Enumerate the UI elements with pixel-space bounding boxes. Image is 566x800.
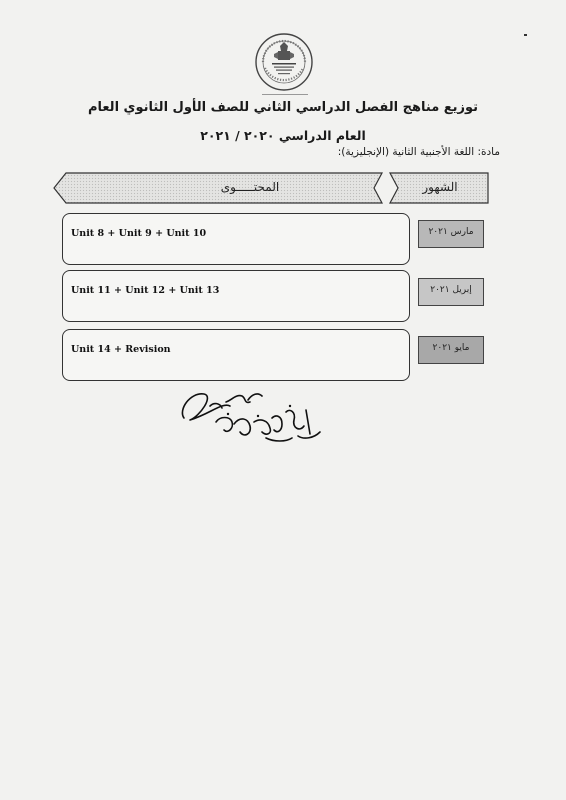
month-cell (418, 278, 484, 306)
ministry-seal-icon (254, 32, 314, 92)
header-months: الشهور (422, 180, 458, 194)
handwritten-signature (170, 372, 330, 450)
header-content: المحتـــــوى (220, 180, 280, 194)
table-row (62, 270, 410, 322)
row-content: Unit 11 + Unit 12 + Unit 13 (71, 285, 220, 296)
row-content: Unit 14 + Revision (71, 344, 171, 355)
subject-line: مادة: اللغة الأجنبية الثانية (الإنجليزية): (337, 146, 500, 158)
corner-mark (524, 34, 527, 36)
month-label: مارس ٢٠٢١ (428, 227, 474, 237)
month-cell (418, 336, 484, 364)
academic-year: العام الدراسي ٢٠٢٠ / ٢٠٢١ (200, 128, 366, 143)
month-label: مايو ٢٠٢١ (432, 343, 470, 353)
seal-caption-mark (262, 93, 308, 96)
month-label: إبريل ٢٠٢١ (430, 285, 472, 295)
table-row (62, 213, 410, 265)
document-title: توزيع مناهج الفصل الدراسي الثاني للصف الأول الثانوي العام (87, 100, 479, 115)
month-cell (418, 220, 484, 248)
row-content: Unit 8 + Unit 9 + Unit 10 (71, 228, 207, 239)
